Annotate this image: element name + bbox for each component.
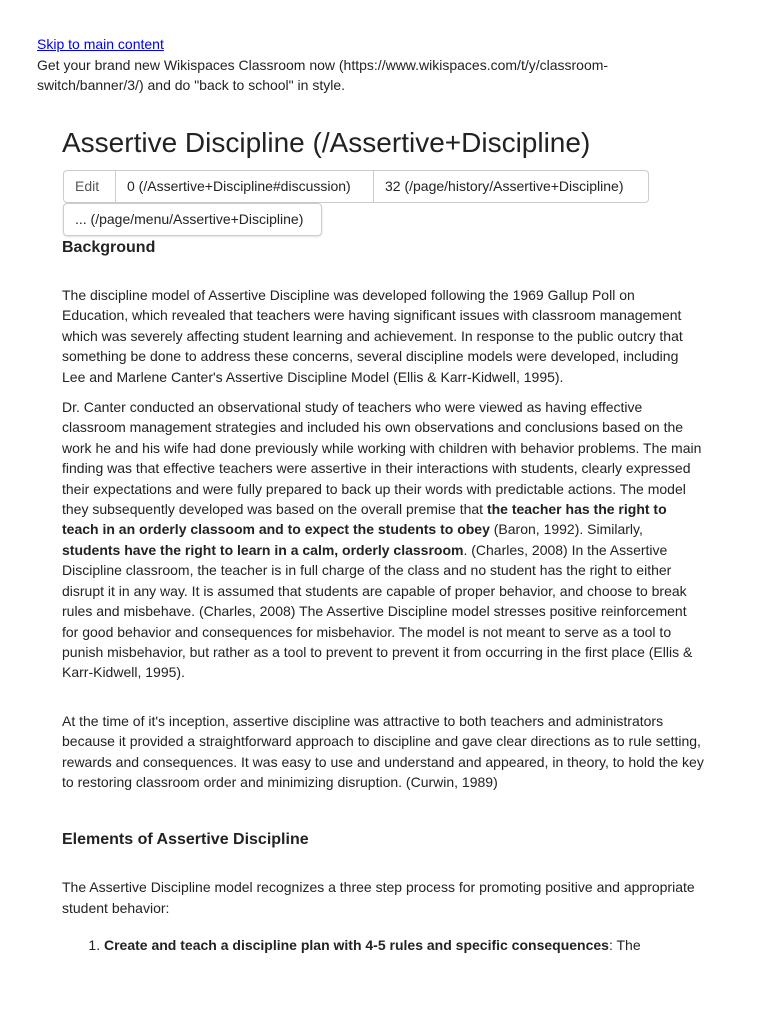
page-menu-button[interactable]: ... (/page/menu/Assertive+Discipline) bbox=[63, 203, 322, 236]
promo-banner: Get your brand new Wikispaces Classroom now (https://www.wikispaces.com/t/y/classroom-switch/banner/3/) and do "back to school" in style. bbox=[37, 57, 609, 93]
page-content bbox=[62, 238, 704, 956]
elements-intro-paragraph: The Assertive Discipline model recognizes a three step process for promoting positive and appropriate student behavior: bbox=[62, 879, 695, 916]
background-paragraph-1: The discipline model of Assertive Discipline was developed following the 1969 Gallup Poll on Education, which revealed that teachers were having significant issues with classroom management which was severely affecting student learning and achievement. In response to the public outcry that something be done to address these concerns, several discipline models were developed, including Lee and Marlene Canter's Assertive Discipline Model (Ellis & Karr-Kidwell, 1995). bbox=[62, 287, 683, 385]
emphasis-student-rights: students have the right to learn in a calm, orderly classroom bbox=[62, 541, 464, 558]
elements-heading: Elements of Assertive Discipline bbox=[62, 831, 309, 849]
paragraph-text: Dr. Canter conducted an observational study of teachers who were viewed as having effective classroom management strategies and included his own observations and conclusions based on the work he and his wife had done previously while working with children with behavior problems. The main finding was that effective teachers were assertive in their interactions with students, clearly expressed their expectations and were fully prepared to back up their words with predictable actions. The model they subsequently developed was based on the overall premise that bbox=[62, 399, 702, 518]
background-paragraph-3: At the time of it's inception, assertive discipline was attractive to both teachers and administrators because it provided a straightforward approach to discipline and gave clear directions as to rule setting, rewards and consequences. It was easy to use and understand and appeared, in theory, to hold the key to restoring classroom order and minimizing disruption. (Curwin, 1989) bbox=[62, 712, 704, 790]
list-item-title: Create and teach a discipline plan with 4-5 rules and specific consequences bbox=[104, 937, 609, 954]
skip-to-main-content-link[interactable]: Skip to main content bbox=[37, 36, 164, 52]
edit-button[interactable]: Edit bbox=[63, 170, 116, 203]
list-item-text: : The bbox=[608, 937, 641, 954]
background-heading: Background bbox=[62, 239, 156, 256]
paragraph-text: (Baron, 1992). Similarly, bbox=[489, 521, 643, 538]
background-paragraph-2 bbox=[62, 397, 704, 683]
paragraph-text: . (Charles, 2008) In the Assertive Discipline classroom, the teacher is in full charge of the class and no student has the right to either disrupt it in any way. It is assumed that students are capable of proper behavior, and choose to break rules and misbehave. (Charles, 2008) The Assertive Discipline model stresses positive reinforcement for good behavior and consequences for misbehavior. The model is not meant to serve as a tool to punish misbehavior, but rather as a tool to prevent to prevent it from occurring in the first place (Ellis & Karr-Kidwell, 1995). bbox=[62, 541, 693, 681]
emphasis-teacher-rights: the teacher has the right to teach in an orderly classoom and to expect the students to obey bbox=[62, 501, 667, 538]
history-button[interactable]: 32 (/page/history/Assertive+Discipline) bbox=[374, 170, 649, 203]
page-title: Assertive Discipline (/Assertive+Discipline) bbox=[62, 127, 591, 158]
elements-list bbox=[62, 935, 704, 955]
list-item bbox=[104, 935, 704, 955]
discussion-button[interactable]: 0 (/Assertive+Discipline#discussion) bbox=[116, 170, 374, 203]
